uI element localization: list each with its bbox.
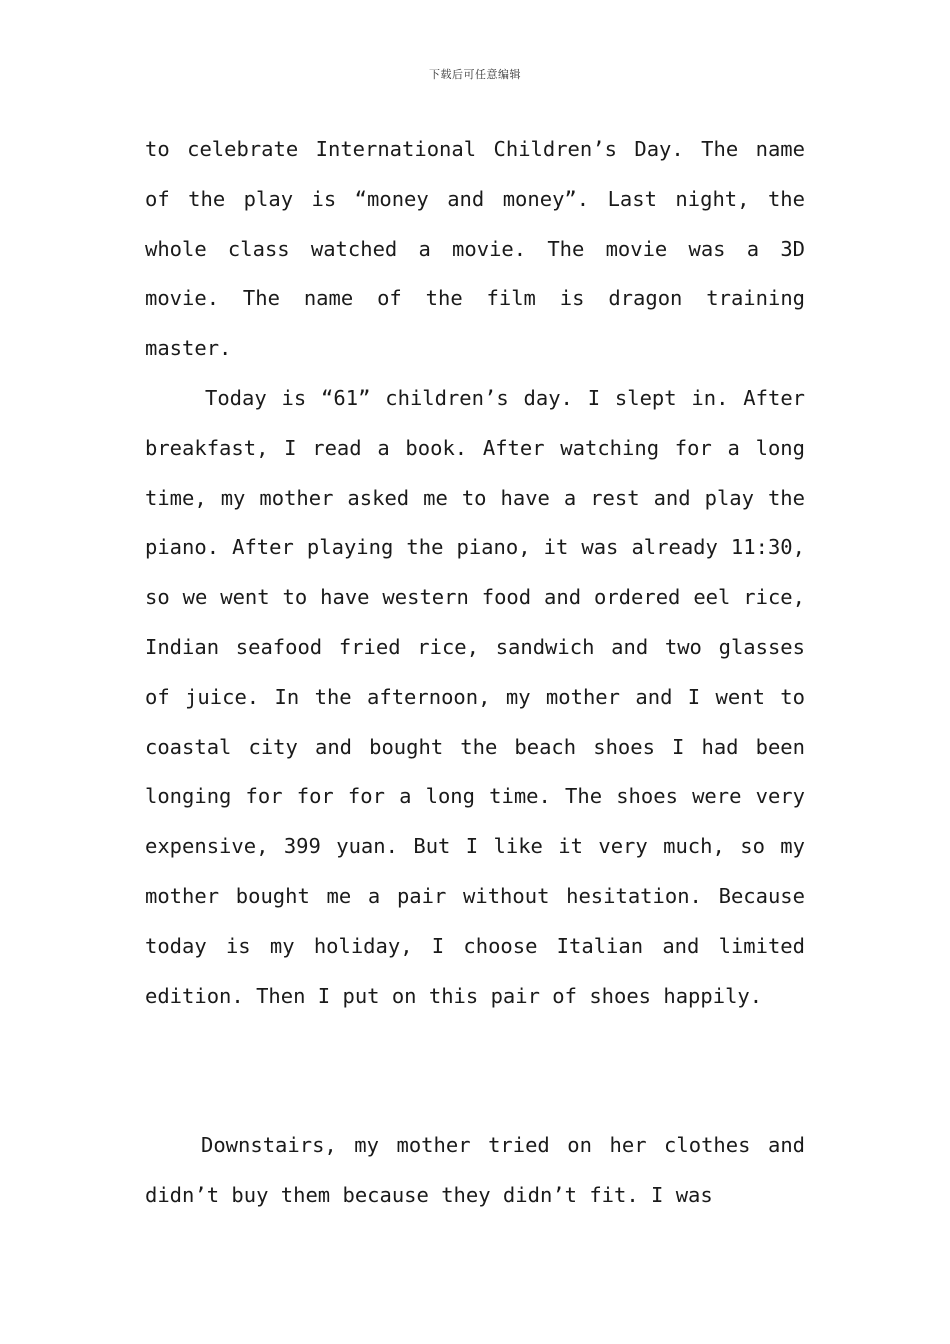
paragraph-downstairs: Downstairs, my mother tried on her clothes and didn’t buy them because they didn’t fit. I was xyxy=(145,1133,805,1207)
paragraph-continuation: to celebrate International Children’s Day. The name of the play is “money and money”. Last night, the whole class watched a movie. The movie was a 3D movie. The name of the film is dragon training master. xyxy=(145,137,805,361)
paragraph-childrens-day: Today is “61” children’s day. I slept in. After breakfast, I read a book. After watching for a long time, my mother asked me to have a rest and play the piano. After playing the piano, it was already 11:30, so we went to have western food and ordered eel rice, Indian seafood fried rice, sandwich and two glasses of juice. In the afternoon, my mother and I went to coastal city and bought the beach shoes I had been longing for for for a long time. The shoes were very expensive, 399 yuan. But I like it very much, so my mother bought me a pair without hesitation. Because today is my holiday, I choose Italian and limited edition. Then I put on this pair of shoes happily. xyxy=(145,386,805,1008)
document-body-bottom xyxy=(145,1121,805,1221)
document-body-top xyxy=(145,125,805,374)
page-header: 下载后可任意编辑 xyxy=(429,68,521,81)
document-body-middle xyxy=(145,374,805,1021)
